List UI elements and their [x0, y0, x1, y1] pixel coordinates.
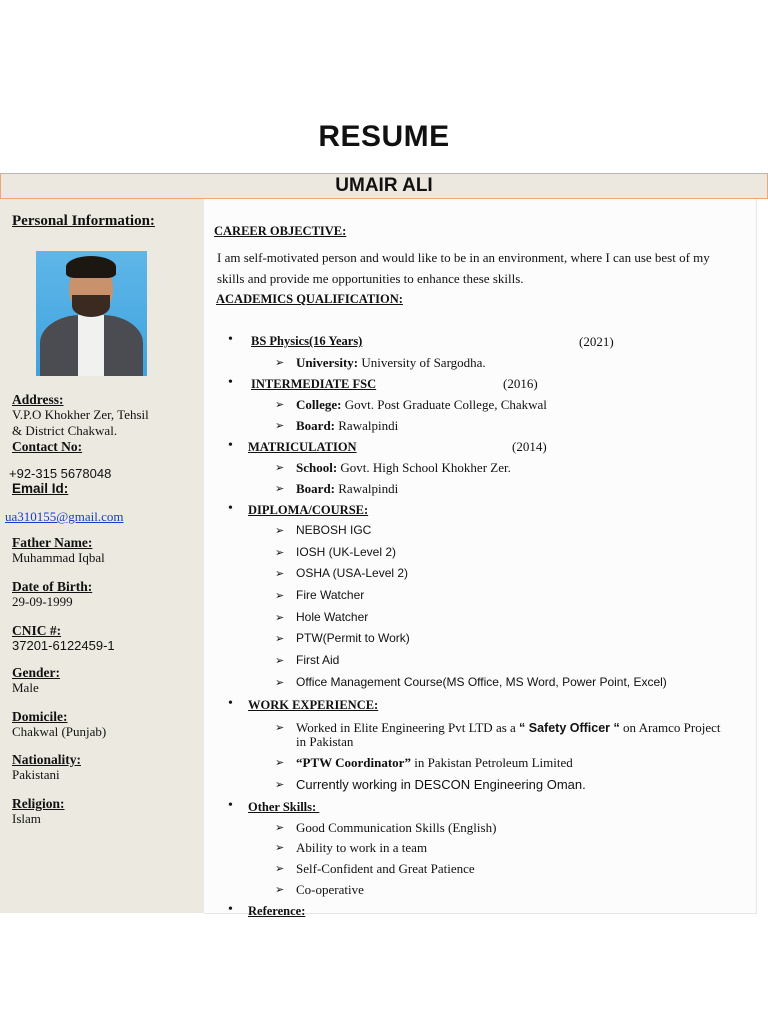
- cnic-label: CNIC #:: [12, 623, 62, 638]
- arrow-icon: ➢: [275, 524, 285, 537]
- diploma-item: IOSH (UK-Level 2): [296, 545, 397, 559]
- resume-title: RESUME: [318, 120, 450, 153]
- skill-item: Ability to work in a team: [296, 840, 428, 855]
- matriculation-title: MATRICULATION: [248, 440, 357, 454]
- religion-value: Islam: [12, 811, 41, 826]
- address-line-1: V.P.O Khokher Zer, Tehsil: [12, 407, 149, 422]
- matriculation-board: Board: Rawalpindi: [296, 481, 399, 496]
- father-value: Muhammad Iqbal: [12, 550, 105, 565]
- skill-item: Self-Confident and Great Patience: [296, 861, 475, 876]
- contact-label: Contact No:: [12, 439, 83, 454]
- bs-year: (2021): [579, 334, 614, 349]
- father-label: Father Name:: [12, 535, 93, 550]
- career-objective-line-1: I am self-motivated person and would like to be in an environment, where I can use best of my: [217, 250, 710, 265]
- reference-heading: Reference:: [248, 904, 306, 918]
- work-experience-heading: WORK EXPERIENCE:: [248, 698, 379, 712]
- arrow-icon: ➢: [275, 567, 285, 580]
- arrow-icon: ➢: [275, 654, 285, 667]
- work-experience-1: Worked in Elite Engineering Pvt LTD as a “ Safety Officer “ on Aramco Project: [296, 720, 721, 735]
- arrow-icon: ➢: [275, 419, 285, 432]
- email-link[interactable]: ua310155@gmail.com: [5, 509, 124, 524]
- contact-value: +92-315 5678048: [9, 466, 112, 481]
- domicile-value: Chakwal (Punjab): [12, 724, 107, 739]
- bullet-icon: •: [228, 375, 233, 390]
- diploma-item: Office Management Course(MS Office, MS Word, Power Point, Excel): [296, 675, 667, 689]
- address-label: Address:: [12, 392, 64, 407]
- skill-item: Co-operative: [296, 882, 364, 897]
- bs-university: University: University of Sargodha.: [296, 355, 486, 370]
- domicile-label: Domicile:: [12, 709, 68, 724]
- dob-value: 29-09-1999: [12, 594, 73, 609]
- arrow-icon: ➢: [275, 461, 285, 474]
- arrow-icon: ➢: [275, 862, 285, 875]
- arrow-icon: ➢: [275, 821, 285, 834]
- other-skills-heading: Other Skills:: [248, 800, 320, 814]
- intermediate-board: Board: Rawalpindi: [296, 418, 399, 433]
- work-experience-1-cont: in Pakistan: [296, 734, 354, 749]
- bullet-icon: •: [228, 696, 233, 711]
- matriculation-school: School: Govt. High School Khokher Zer.: [296, 460, 511, 475]
- cnic-value: 37201-6122459-1: [12, 638, 115, 653]
- arrow-icon: ➢: [275, 756, 285, 769]
- gender-value: Male: [12, 680, 39, 695]
- skill-item: Good Communication Skills (English): [296, 820, 497, 835]
- arrow-icon: ➢: [275, 482, 285, 495]
- arrow-icon: ➢: [275, 721, 285, 734]
- intermediate-college: College: Govt. Post Graduate College, Chakwal: [296, 397, 547, 412]
- dob-label: Date of Birth:: [12, 579, 93, 594]
- intermediate-title: INTERMEDIATE FSC: [251, 377, 377, 391]
- bullet-icon: •: [228, 438, 233, 453]
- nationality-label: Nationality:: [12, 752, 81, 767]
- career-objective-line-2: skills and provide me opportunities to enhance these skills.: [217, 271, 524, 286]
- religion-label: Religion:: [12, 796, 65, 811]
- academics-heading: ACADEMICS QUALIFICATION:: [216, 292, 403, 306]
- candidate-name: UMAIR ALI: [0, 173, 768, 199]
- bullet-icon: •: [228, 501, 233, 516]
- work-experience-2: “PTW Coordinator” in Pakistan Petroleum Limited: [296, 755, 573, 770]
- diploma-item: Hole Watcher: [296, 610, 369, 624]
- diploma-item: Fire Watcher: [296, 588, 365, 602]
- address-line-2: & District Chakwal.: [12, 423, 118, 438]
- arrow-icon: ➢: [275, 676, 285, 689]
- diploma-item: First Aid: [296, 653, 340, 667]
- nationality-value: Pakistani: [12, 767, 60, 782]
- intermediate-year: (2016): [503, 376, 538, 391]
- career-objective-heading: CAREER OBJECTIVE:: [214, 224, 347, 238]
- arrow-icon: ➢: [275, 356, 285, 369]
- bullet-icon: •: [228, 332, 233, 347]
- arrow-icon: ➢: [275, 546, 285, 559]
- bullet-icon: •: [228, 798, 233, 813]
- profile-photo: [36, 251, 147, 376]
- email-label: Email Id:: [12, 481, 69, 496]
- bullet-icon: •: [228, 902, 233, 917]
- arrow-icon: ➢: [275, 398, 285, 411]
- diploma-heading: DIPLOMA/COURSE:: [248, 503, 369, 517]
- gender-label: Gender:: [12, 665, 60, 680]
- arrow-icon: ➢: [275, 883, 285, 896]
- personal-info-heading: Personal Information:: [12, 213, 155, 229]
- arrow-icon: ➢: [275, 778, 285, 791]
- diploma-item: NEBOSH IGC: [296, 523, 372, 537]
- bs-title: BS Physics(16 Years): [251, 334, 363, 348]
- arrow-icon: ➢: [275, 841, 285, 854]
- diploma-item: OSHA (USA-Level 2): [296, 566, 409, 580]
- diploma-item: PTW(Permit to Work): [296, 631, 410, 645]
- arrow-icon: ➢: [275, 611, 285, 624]
- arrow-icon: ➢: [275, 589, 285, 602]
- arrow-icon: ➢: [275, 632, 285, 645]
- work-experience-3: Currently working in DESCON Engineering Oman.: [296, 777, 586, 792]
- matriculation-year: (2014): [512, 439, 547, 454]
